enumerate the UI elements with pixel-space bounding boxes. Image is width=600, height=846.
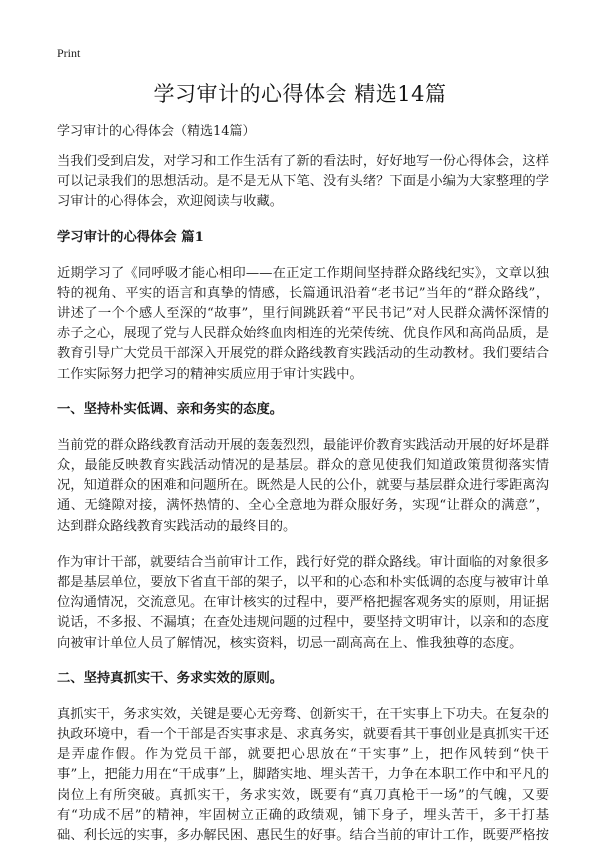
document-title: 学习审计的心得体会 精选14篇 [153,82,447,106]
subheading-1: 一、坚持朴实低调、亲和务实的态度。 [57,401,284,417]
paragraph-4: 真抓实干，务求实效，关键是要心无旁骛、创新实干，在干实事上下功夫。在复杂的执政环境中，看一个干部是否实事求是、求真务实，就要看其干事创业是真抓实干还是弄虚作假。作为党员干部，就要把心思放在“干实事”上，把作风转到“快干事”上，把能力用在“干成事”上，脚踏实地、埋头苦干，力争在本职工作中和平凡的岗位上有所突破。真抓实干，务求实效，既要有“真刀真枪干一场”的气魄，又要有“功成不居”的精神，牢固树立正确的政绩观，铺下身子，埋头苦干，多干打基础、利长远的实事，多办解民困、惠民生的好事。结合当前的审计工作，既要严格按 [57,706,549,844]
subheading-2: 二、坚持真抓实干、务求实效的原则。 [57,670,284,686]
document-subtitle: 学习审计的心得体会（精选14篇） [57,124,256,139]
document-body [57,152,549,846]
paragraph-2: 当前党的群众路线教育活动开展的轰轰烈烈，最能评价教育实践活动开展的好坏是群众，最能反映教育实践活动情况的是基层。群众的意见使我们知道政策贯彻落实情况，知道群众的困难和问题所在。既然是人民的公仆，就要与基层群众进行零距离沟通、无缝隙对接，满怀热情的、全心全意地为群众服好务，实现“让群众的满意”，达到群众路线教育实践活动的最终目的。 [57,437,549,534]
paragraph-1: 近期学习了《同呼吸才能心相印——在正定工作期间坚持群众路线纪实》，文章以独特的视角、平实的语言和真挚的情感，长篇通讯沿着“老书记”当年的“群众路线”，讲述了一个个感人至深的“故事”，里行间跳跃着“平民书记”对人民群众满怀深情的赤子之心，展现了党与人民群众始终血肉相连的光荣传统、优良作风和高尚品质，是教育引导广大党员干部深入开展党的群众路线教育实践活动的生动教材。我们要结合工作实际努力把学习的精神实质应用于审计实践中。 [57,265,549,382]
section-heading: 学习审计的心得体会 篇1 [57,229,204,245]
intro-paragraph: 当我们受到启发，对学习和工作生活有了新的看法时，好好地写一份心得体会，这样可以记录我们的思想活动。是不是无从下笔、没有头绪？下面是小编为大家整理的学习审计的心得体会，欢迎阅读与收藏。 [57,154,549,210]
paragraph-3: 作为审计干部，就要结合当前审计工作，践行好党的群众路线。审计面临的对象很多都是基层单位，要放下省直干部的架子，以平和的心态和朴实低调的态度与被审计单位沟通情况，交流意见。在审计核实的过程中，要严格把握客观务实的原则，用证据说话，不多报、不漏填；在查处违规问题的过程中，要坚持文明审计，以亲和的态度向被审计单位人员了解情况，核实资料，切忌一副高高在上、惟我独尊的态度。 [57,554,549,651]
print-label: Print [57,46,81,60]
